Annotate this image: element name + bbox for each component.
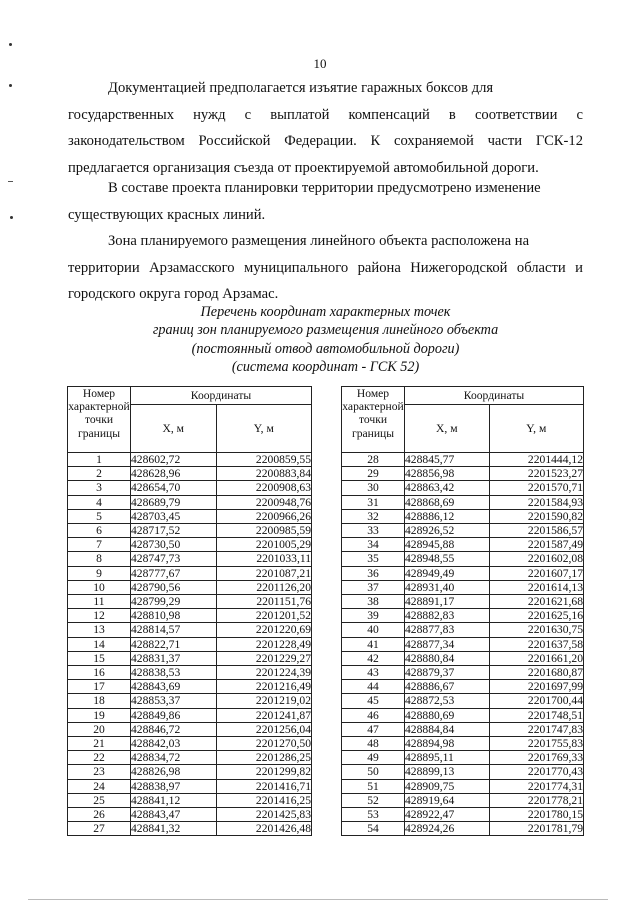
cell-x: 428891,17 <box>405 595 490 609</box>
table-row <box>342 708 584 722</box>
cell-x: 428730,50 <box>131 538 217 552</box>
cell-x: 428831,37 <box>131 651 217 665</box>
header-coordinates: Координаты <box>405 387 584 405</box>
cell-x: 428886,67 <box>405 680 490 694</box>
cell-point-number: 20 <box>68 722 131 736</box>
cell-x: 428880,69 <box>405 708 490 722</box>
cell-point-number: 5 <box>68 509 131 523</box>
cell-x: 428853,37 <box>131 694 217 708</box>
cell-y: 2201637,58 <box>489 637 583 651</box>
cell-point-number: 9 <box>68 566 131 580</box>
table-row <box>68 595 312 609</box>
cell-point-number: 23 <box>68 765 131 779</box>
scan-dot <box>10 216 13 219</box>
cell-x: 428842,03 <box>131 737 217 751</box>
cell-point-number: 6 <box>68 524 131 538</box>
table-body <box>68 453 312 836</box>
paragraph-first-line: В составе проекта планировки территории предусмотрено изменение <box>108 180 541 196</box>
cell-point-number: 28 <box>342 453 405 467</box>
table-row <box>68 722 312 736</box>
table-row <box>68 538 312 552</box>
cell-x: 428877,83 <box>405 623 490 637</box>
cell-x: 428703,45 <box>131 509 217 523</box>
table-caption <box>68 303 583 377</box>
cell-x: 428945,88 <box>405 538 490 552</box>
cell-x: 428845,77 <box>405 453 490 467</box>
table-row <box>342 467 584 481</box>
table-row <box>342 751 584 765</box>
cell-point-number: 1 <box>68 453 131 467</box>
cell-y: 2201256,04 <box>216 722 311 736</box>
cell-point-number: 36 <box>342 566 405 580</box>
table-row <box>342 822 584 836</box>
header-point-number: Номер характерной точки границы <box>342 387 405 453</box>
table-row <box>342 737 584 751</box>
table-row <box>68 751 312 765</box>
cell-y: 2201584,93 <box>489 495 583 509</box>
cell-y: 2201220,69 <box>216 623 311 637</box>
cell-y: 2201224,39 <box>216 666 311 680</box>
cell-y: 2201780,15 <box>489 808 583 822</box>
cell-y: 2201630,75 <box>489 623 583 637</box>
table-row <box>342 808 584 822</box>
cell-point-number: 41 <box>342 637 405 651</box>
cell-point-number: 50 <box>342 765 405 779</box>
cell-y: 2201755,83 <box>489 737 583 751</box>
cell-x: 428822,71 <box>131 637 217 651</box>
cell-y: 2201680,87 <box>489 666 583 680</box>
cell-point-number: 25 <box>68 793 131 807</box>
table-row <box>68 680 312 694</box>
cell-point-number: 16 <box>68 666 131 680</box>
cell-x: 428856,98 <box>405 467 490 481</box>
cell-y: 2201587,49 <box>489 538 583 552</box>
table-row <box>342 481 584 495</box>
cell-y: 2200883,84 <box>216 467 311 481</box>
cell-point-number: 27 <box>68 822 131 836</box>
cell-y: 2201219,02 <box>216 694 311 708</box>
page-number: 10 <box>313 56 327 71</box>
cell-x: 428841,12 <box>131 793 217 807</box>
cell-point-number: 15 <box>68 651 131 665</box>
cell-point-number: 31 <box>342 495 405 509</box>
cell-point-number: 8 <box>68 552 131 566</box>
table-row <box>68 453 312 467</box>
paragraph-text: существующих красных линий. <box>68 206 266 223</box>
paragraph-first-line: Зона планируемого размещения линейного объекта расположена на <box>108 233 530 249</box>
cell-point-number: 10 <box>68 580 131 594</box>
table-row <box>68 737 312 751</box>
table-row <box>342 453 584 467</box>
cell-point-number: 32 <box>342 509 405 523</box>
cell-x: 428841,32 <box>131 822 217 836</box>
cell-point-number: 48 <box>342 737 405 751</box>
cell-y: 2201228,49 <box>216 637 311 651</box>
cell-point-number: 34 <box>342 538 405 552</box>
cell-y: 2201229,27 <box>216 651 311 665</box>
cell-point-number: 49 <box>342 751 405 765</box>
table-row <box>342 651 584 665</box>
table-row <box>342 566 584 580</box>
cell-x: 428909,75 <box>405 779 490 793</box>
cell-y: 2200948,76 <box>216 495 311 509</box>
paragraph-land-seizure <box>68 75 583 181</box>
cell-y: 2201661,20 <box>489 651 583 665</box>
table-row <box>68 651 312 665</box>
cell-x: 428886,12 <box>405 509 490 523</box>
cell-y: 2201747,83 <box>489 722 583 736</box>
cell-x: 428843,69 <box>131 680 217 694</box>
cell-x: 428849,86 <box>131 708 217 722</box>
cell-y: 2201697,99 <box>489 680 583 694</box>
header-point-number: Номер характерной точки границы <box>68 387 131 453</box>
table-row <box>68 495 312 509</box>
cell-point-number: 18 <box>68 694 131 708</box>
cell-y: 2200985,59 <box>216 524 311 538</box>
cell-y: 2201602,08 <box>489 552 583 566</box>
cell-point-number: 42 <box>342 651 405 665</box>
header-coordinates: Координаты <box>131 387 312 405</box>
cell-point-number: 11 <box>68 595 131 609</box>
header-x: X, м <box>131 405 217 453</box>
cell-point-number: 40 <box>342 623 405 637</box>
cell-point-number: 24 <box>68 779 131 793</box>
cell-y: 2201770,43 <box>489 765 583 779</box>
cell-x: 428880,84 <box>405 651 490 665</box>
cell-x: 428863,42 <box>405 481 490 495</box>
paragraph-red-lines <box>68 175 583 228</box>
paragraph-text: территории Арзамасского муниципального района Нижегородской области и городского округа город Арзамас. <box>68 259 583 302</box>
table-row <box>342 538 584 552</box>
cell-x: 428926,52 <box>405 524 490 538</box>
cell-point-number: 3 <box>68 481 131 495</box>
cell-y: 2201774,31 <box>489 779 583 793</box>
cell-y: 2201778,21 <box>489 793 583 807</box>
table-row <box>342 524 584 538</box>
cell-x: 428879,37 <box>405 666 490 680</box>
cell-point-number: 17 <box>68 680 131 694</box>
cell-x: 428843,47 <box>131 808 217 822</box>
cell-y: 2201126,20 <box>216 580 311 594</box>
cell-y: 2201769,33 <box>489 751 583 765</box>
cell-point-number: 21 <box>68 737 131 751</box>
cell-point-number: 38 <box>342 595 405 609</box>
table-row <box>342 552 584 566</box>
table-row <box>342 595 584 609</box>
cell-x: 428838,97 <box>131 779 217 793</box>
cell-x: 428717,52 <box>131 524 217 538</box>
cell-y: 2201700,44 <box>489 694 583 708</box>
cell-point-number: 45 <box>342 694 405 708</box>
table-row <box>68 808 312 822</box>
cell-point-number: 19 <box>68 708 131 722</box>
cell-y: 2201781,79 <box>489 822 583 836</box>
header-y: Y, м <box>216 405 311 453</box>
cell-point-number: 4 <box>68 495 131 509</box>
table-row <box>342 694 584 708</box>
cell-y: 2201201,52 <box>216 609 311 623</box>
table-row <box>342 495 584 509</box>
cell-y: 2200908,63 <box>216 481 311 495</box>
cell-y: 2201586,57 <box>489 524 583 538</box>
cell-point-number: 51 <box>342 779 405 793</box>
cell-point-number: 26 <box>68 808 131 822</box>
table-row <box>68 708 312 722</box>
cell-x: 428838,53 <box>131 666 217 680</box>
table-row <box>68 637 312 651</box>
cell-x: 428868,69 <box>405 495 490 509</box>
cell-x: 428949,49 <box>405 566 490 580</box>
cell-x: 428924,26 <box>405 822 490 836</box>
cell-y: 2201614,13 <box>489 580 583 594</box>
table-row <box>68 822 312 836</box>
caption-line: Перечень координат характерных точек <box>200 304 451 320</box>
cell-x: 428799,29 <box>131 595 217 609</box>
cell-y: 2201607,17 <box>489 566 583 580</box>
cell-y: 2201570,71 <box>489 481 583 495</box>
coordinates-table-right <box>341 386 584 836</box>
header-x: X, м <box>405 405 490 453</box>
table-row <box>68 552 312 566</box>
cell-x: 428919,64 <box>405 793 490 807</box>
cell-x: 428931,40 <box>405 580 490 594</box>
coordinates-table-left <box>67 386 312 836</box>
cell-y: 2201426,48 <box>216 822 311 836</box>
cell-x: 428747,73 <box>131 552 217 566</box>
cell-x: 428689,79 <box>131 495 217 509</box>
scan-dash <box>8 181 13 182</box>
cell-y: 2201005,29 <box>216 538 311 552</box>
table-row <box>342 722 584 736</box>
table-row <box>68 779 312 793</box>
cell-x: 428922,47 <box>405 808 490 822</box>
cell-x: 428814,57 <box>131 623 217 637</box>
table-row <box>68 524 312 538</box>
cell-point-number: 33 <box>342 524 405 538</box>
table-row <box>68 609 312 623</box>
paragraph-text: государственных нужд с выплатой компенсаций в соответствии с законодательством Российской Федерации. К сохраняемой части ГСК-12 предлагается организация съезда от проектируемой автомобильной дороги. <box>68 106 583 176</box>
cell-point-number: 22 <box>68 751 131 765</box>
cell-x: 428846,72 <box>131 722 217 736</box>
cell-y: 2201523,27 <box>489 467 583 481</box>
cell-y: 2201299,82 <box>216 765 311 779</box>
table-row <box>342 666 584 680</box>
table-row <box>342 765 584 779</box>
cell-y: 2201033,11 <box>216 552 311 566</box>
cell-point-number: 2 <box>68 467 131 481</box>
cell-x: 428654,70 <box>131 481 217 495</box>
cell-point-number: 44 <box>342 680 405 694</box>
cell-point-number: 30 <box>342 481 405 495</box>
caption-line: границ зон планируемого размещения линейного объекта <box>152 322 499 339</box>
table-row <box>68 467 312 481</box>
table-row <box>342 623 584 637</box>
table-body <box>342 453 584 836</box>
cell-x: 428628,96 <box>131 467 217 481</box>
cell-y: 2201416,25 <box>216 793 311 807</box>
cell-y: 2201590,82 <box>489 509 583 523</box>
cell-point-number: 13 <box>68 623 131 637</box>
table-row <box>68 481 312 495</box>
cell-x: 428826,98 <box>131 765 217 779</box>
table-row <box>68 580 312 594</box>
cell-y: 2201286,25 <box>216 751 311 765</box>
cell-point-number: 52 <box>342 793 405 807</box>
scan-dot <box>9 84 12 87</box>
cell-y: 2201216,49 <box>216 680 311 694</box>
cell-x: 428877,34 <box>405 637 490 651</box>
cell-point-number: 35 <box>342 552 405 566</box>
cell-point-number: 39 <box>342 609 405 623</box>
caption-line: (постоянный отвод автомобильной дороги) <box>191 340 460 357</box>
cell-point-number: 37 <box>342 580 405 594</box>
scan-dot <box>9 43 12 46</box>
table-row <box>68 509 312 523</box>
cell-y: 2201625,16 <box>489 609 583 623</box>
cell-y: 2201621,68 <box>489 595 583 609</box>
cell-x: 428872,53 <box>405 694 490 708</box>
cell-x: 428948,55 <box>405 552 490 566</box>
table-row <box>68 623 312 637</box>
cell-point-number: 7 <box>68 538 131 552</box>
cell-x: 428894,98 <box>405 737 490 751</box>
cell-x: 428810,98 <box>131 609 217 623</box>
cell-x: 428790,56 <box>131 580 217 594</box>
table-row <box>68 765 312 779</box>
cell-point-number: 53 <box>342 808 405 822</box>
scan-bottom-edge <box>28 899 608 900</box>
table-row <box>342 509 584 523</box>
cell-point-number: 43 <box>342 666 405 680</box>
header-y: Y, м <box>489 405 583 453</box>
table-row <box>68 694 312 708</box>
table-row <box>68 666 312 680</box>
table-row <box>342 680 584 694</box>
cell-x: 428895,11 <box>405 751 490 765</box>
table-row <box>342 609 584 623</box>
cell-y: 2201748,51 <box>489 708 583 722</box>
table-row <box>342 637 584 651</box>
table-row <box>342 580 584 594</box>
cell-y: 2201241,87 <box>216 708 311 722</box>
cell-x: 428777,67 <box>131 566 217 580</box>
cell-x: 428834,72 <box>131 751 217 765</box>
cell-point-number: 29 <box>342 467 405 481</box>
cell-point-number: 46 <box>342 708 405 722</box>
cell-point-number: 14 <box>68 637 131 651</box>
cell-x: 428882,83 <box>405 609 490 623</box>
cell-y: 2201151,76 <box>216 595 311 609</box>
table-row <box>68 793 312 807</box>
cell-y: 2201425,83 <box>216 808 311 822</box>
table-row <box>342 779 584 793</box>
cell-x: 428602,72 <box>131 453 217 467</box>
cell-point-number: 54 <box>342 822 405 836</box>
cell-point-number: 12 <box>68 609 131 623</box>
cell-y: 2201087,21 <box>216 566 311 580</box>
caption-line: (система координат - ГСК 52) <box>231 359 420 376</box>
paragraph-first-line: Документацией предполагается изъятие гаражных боксов для <box>108 80 494 96</box>
cell-point-number: 47 <box>342 722 405 736</box>
cell-y: 2201270,50 <box>216 737 311 751</box>
paragraph-zone-location <box>68 228 583 308</box>
cell-x: 428899,13 <box>405 765 490 779</box>
table-row <box>342 793 584 807</box>
cell-x: 428884,84 <box>405 722 490 736</box>
cell-y: 2200966,26 <box>216 509 311 523</box>
cell-y: 2200859,55 <box>216 453 311 467</box>
cell-y: 2201444,12 <box>489 453 583 467</box>
cell-y: 2201416,71 <box>216 779 311 793</box>
table-row <box>68 566 312 580</box>
